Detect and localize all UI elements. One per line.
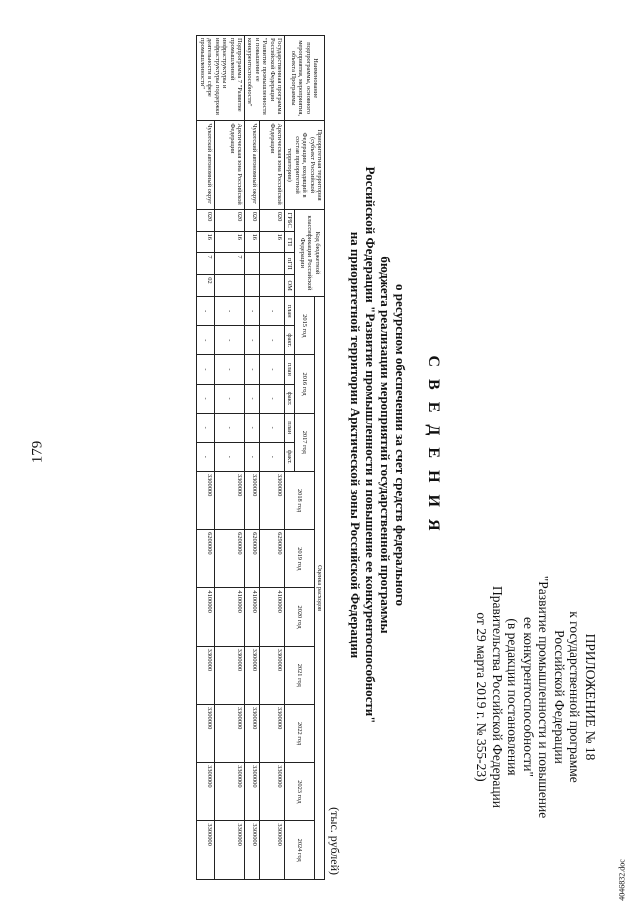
plan-fact-cell: - — [215, 442, 245, 471]
year-value-cell: 3300000 — [259, 704, 284, 762]
resource-table — [197, 35, 326, 880]
plan-fact-cell: - — [215, 384, 245, 413]
document-page — [25, 25, 610, 885]
year-value-cell: 3300000 — [259, 763, 284, 821]
year-value-cell: 4100000 — [259, 588, 284, 646]
plan-fact-cell: - — [215, 297, 245, 326]
plan-fact-cell: - — [215, 413, 245, 442]
plan-fact-cell: - — [244, 326, 259, 355]
appendix-line: от 29 марта 2019 г. № 355-23) — [474, 612, 490, 782]
plan-fact-cell: - — [259, 442, 284, 471]
gp-cell: 16 — [215, 231, 245, 253]
plan-fact-cell: - — [244, 384, 259, 413]
grbs-cell: 020 — [215, 209, 245, 231]
appendix-line: ПРИЛОЖЕНИЕ № 18 — [583, 633, 598, 761]
territory-cell: Арктическая зона Российской Федерации — [259, 121, 284, 209]
year-value-cell: 3300000 — [197, 471, 215, 529]
year-value-cell: 6200000 — [197, 530, 215, 588]
appendix-line: (в редакции постановления — [505, 618, 521, 776]
plan-fact-cell: - — [259, 297, 284, 326]
om-cell — [244, 275, 259, 297]
year-value-cell: 3300000 — [197, 646, 215, 704]
year-value-cell: 3300000 — [197, 821, 215, 880]
territory-cell: Чукотский автономный округ — [244, 121, 259, 209]
heading-line: бюджета реализации мероприятий государственной программы — [378, 256, 393, 634]
appendix-line: "Развитие промышленности и повышение — [536, 575, 552, 819]
header-budget-code: Код бюджетной классификации Российской Федерации — [295, 209, 325, 296]
plan-fact-cell: - — [215, 326, 245, 355]
year-value-cell: 3300000 — [215, 471, 245, 529]
gp-cell: 16 — [244, 231, 259, 253]
year-value-cell: 4100000 — [197, 588, 215, 646]
plan-fact-cell: - — [197, 355, 215, 384]
year-value-cell: 4100000 — [244, 588, 259, 646]
plan-fact-cell: - — [197, 442, 215, 471]
territory-cell: Арктическая зона Российской Федерации — [215, 121, 245, 209]
footer-filename: 4046832.doc — [617, 859, 627, 901]
header-year: 2021 год — [284, 646, 314, 704]
header-year: 2019 год — [284, 530, 314, 588]
pgp-cell — [259, 253, 284, 275]
year-value-cell: 6290000 — [259, 530, 284, 588]
header-plan: план — [284, 413, 294, 442]
appendix-block — [474, 517, 598, 877]
year-value-cell: 3300000 — [197, 704, 215, 762]
year-value-cell: 3300000 — [244, 704, 259, 762]
plan-fact-cell: - — [244, 355, 259, 384]
gp-cell: 16 — [259, 231, 284, 253]
om-cell — [259, 275, 284, 297]
header-fact: факт. — [284, 384, 294, 413]
plan-fact-cell: - — [197, 297, 215, 326]
year-value-cell: 3300000 — [215, 763, 245, 821]
plan-fact-cell: - — [197, 326, 215, 355]
header-year: 2023 год — [284, 763, 314, 821]
page-number: 179 — [29, 440, 46, 464]
header-year: 2018 год — [284, 471, 314, 529]
year-value-cell: 3300000 — [259, 646, 284, 704]
header-fact: факт. — [284, 326, 294, 355]
plan-fact-cell: - — [244, 442, 259, 471]
header-year: 2024 год — [284, 821, 314, 880]
pgp-cell: 7 — [215, 253, 245, 275]
header-gp: ГП — [284, 231, 294, 253]
header-pgp: пГП — [284, 253, 294, 275]
header-plan: план — [284, 355, 294, 384]
heading-line: на приоритетной территории Арктической зоны Российской Федерации — [348, 231, 363, 659]
table-row — [259, 36, 284, 880]
year-value-cell: 3300000 — [215, 821, 245, 880]
territory-cell: Чукотский автономный округ — [197, 121, 215, 209]
units-label: (тыс. рублей) — [328, 807, 342, 875]
year-value-cell: 4100000 — [215, 588, 245, 646]
heading-line: Российской Федерации "Развитие промышленности и повышение ее конкурентоспособности" — [363, 166, 378, 724]
appendix-line: Правительства Российской Федерации — [490, 586, 505, 808]
header-estimate: Оценка расходов — [314, 297, 324, 880]
plan-fact-cell: - — [215, 355, 245, 384]
table-row — [215, 36, 245, 880]
year-value-cell: 3300000 — [259, 821, 284, 880]
plan-fact-cell: - — [259, 326, 284, 355]
header-year: 2022 год — [284, 704, 314, 762]
header-om: ОМ — [284, 275, 294, 297]
header-territory: Приоритетная территория (субъект Российской Федерации, входящий в состав приоритетной территории) — [284, 121, 324, 209]
grbs-cell: 020 — [259, 209, 284, 231]
year-value-cell: 3300000 — [244, 763, 259, 821]
heading-title: С В Е Д Е Н И Я — [425, 355, 442, 535]
header-year: 2016 год — [295, 355, 314, 413]
grbs-cell: 020 — [197, 209, 215, 231]
year-value-cell: 3300000 — [259, 471, 284, 529]
plan-fact-cell: - — [244, 413, 259, 442]
year-value-cell: 3300000 — [197, 763, 215, 821]
program-name-cell: Подпрограмма 7 "Развитие промышленной инфраструктуры и инфраструктуры поддержки деятельности в сфере промышленности" — [197, 36, 244, 121]
om-cell — [215, 275, 245, 297]
table-row — [197, 36, 215, 880]
heading-line: о ресурсном обеспечении за счет средств федерального — [393, 284, 408, 606]
plan-fact-cell: - — [259, 384, 284, 413]
pgp-cell — [244, 253, 259, 275]
table-row — [244, 36, 259, 880]
appendix-line: ее конкурентоспособности" — [521, 617, 536, 777]
header-year: 2020 год — [284, 588, 314, 646]
program-name-cell: Государственная программа Российской Федерации "Развитие промышленности и повышение ее конкурентоспособности" — [244, 36, 284, 121]
year-value-cell: 3300000 — [215, 646, 245, 704]
appendix-line: к государственной программе — [567, 611, 583, 783]
plan-fact-cell: - — [244, 297, 259, 326]
header-year: 2017 год — [295, 413, 314, 471]
document-heading — [348, 95, 442, 795]
year-value-cell: 3300000 — [244, 471, 259, 529]
header-name: Наименование подпрограммы, основного мероприятия, мероприятия, объекта Программы — [284, 36, 324, 121]
pgp-cell: 7 — [197, 253, 215, 275]
year-value-cell: 6200000 — [215, 530, 245, 588]
gp-cell: 16 — [197, 231, 215, 253]
year-value-cell: 6200000 — [244, 530, 259, 588]
header-year: 2015 год — [295, 297, 314, 355]
year-value-cell: 3300000 — [244, 646, 259, 704]
grbs-cell: 020 — [244, 209, 259, 231]
appendix-line: Российской Федерации — [552, 630, 567, 764]
header-grbs: ГРБС — [284, 209, 294, 231]
plan-fact-cell: - — [259, 413, 284, 442]
plan-fact-cell: - — [197, 413, 215, 442]
plan-fact-cell: - — [197, 384, 215, 413]
year-value-cell: 3300000 — [215, 704, 245, 762]
header-plan: план — [284, 297, 294, 326]
header-fact: факт. — [284, 442, 294, 471]
om-cell: 02 — [197, 275, 215, 297]
plan-fact-cell: - — [259, 355, 284, 384]
year-value-cell: 3300000 — [244, 821, 259, 880]
